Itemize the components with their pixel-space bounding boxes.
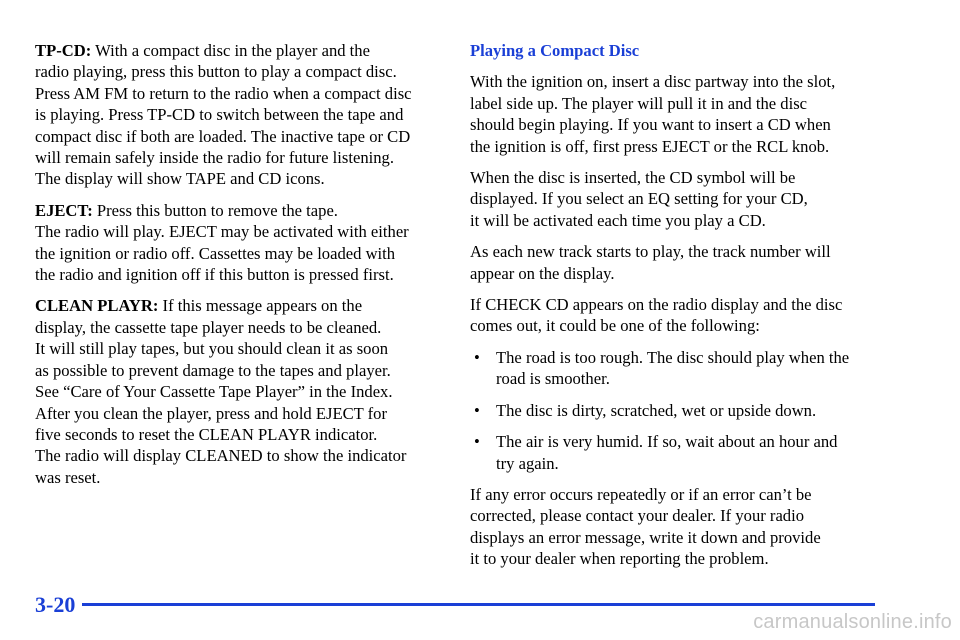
- eject-paragraph: [35, 200, 445, 286]
- tp-cd-paragraph: [35, 40, 445, 190]
- tp-cd-term: TP-CD:: [35, 41, 92, 60]
- list-item: [470, 347, 890, 390]
- bullet-icon: •: [474, 432, 480, 452]
- right-column: [470, 40, 890, 580]
- list-item-text: The disc is dirty, scratched, wet or upside down.: [496, 400, 817, 420]
- bullet-icon: •: [474, 400, 480, 420]
- bullet-icon: •: [474, 347, 480, 367]
- list-item-text: The road is too rough. The disc should play when the road is smoother.: [496, 347, 850, 389]
- error-paragraph: If any error occurs repeatedly or if an error can’t be corrected, please contact your dealer. If your radio displays an error message, write it down and provide it to your dealer when reporting the problem.: [470, 484, 821, 569]
- watermark: carmanualsonline.info: [753, 611, 952, 633]
- track-number-paragraph: As each new track starts to play, the track number will appear on the display.: [470, 242, 831, 283]
- section-heading: Playing a Compact Disc: [470, 41, 640, 60]
- cd-symbol-paragraph: When the disc is inserted, the CD symbol will be displayed. If you select an EQ setting for your CD, it will be activated each time you play a CD.: [470, 168, 808, 230]
- footer-divider: [82, 603, 875, 606]
- tp-cd-text: With a compact disc in the player and the radio playing, press this button to play a compact disc. Press AM FM to return to the radio when a compact disc is playing. Press TP-CD to switch between the tape and compact disc if both are loaded. The inactive tape or CD will remain safely inside the radio for future listening. The display will show TAPE and CD icons.: [35, 41, 412, 189]
- page-number: 3-20: [35, 592, 76, 617]
- check-cd-paragraph: If CHECK CD appears on the radio display and the disc comes out, it could be one of the following:: [470, 295, 843, 336]
- clean-playr-paragraph: [35, 295, 445, 488]
- check-cd-causes-list: [470, 347, 890, 474]
- eject-text: Press this button to remove the tape. The radio will play. EJECT may be activated with either the ignition or radio off. Cassettes may be loaded with the radio and ignition off if this button is pressed first.: [35, 200, 409, 285]
- left-column: [35, 40, 445, 498]
- list-item-text: The air is very humid. If so, wait about an hour and try again.: [496, 432, 838, 473]
- clean-playr-text: If this message appears on the display, the cassette tape player needs to be cleaned. It will still play tapes, but you should clean it as soon as possible to prevent damage to the tapes and player. See “Care of Your Cassette Tape Player” in the Index. After you clean the player, press and hold EJECT for five seconds to reset the CLEAN PLAYR indicator. The radio will display CLEANED to show the indicator was reset.: [35, 296, 407, 487]
- list-item: [470, 431, 890, 474]
- insert-disc-paragraph: With the ignition on, insert a disc partway into the slot, label side up. The player will pull it in and the disc should begin playing. If you want to insert a CD when the ignition is off, first press EJECT or the RCL knob.: [470, 72, 836, 156]
- clean-playr-term: CLEAN PLAYR:: [35, 296, 159, 316]
- eject-term: EJECT:: [35, 200, 93, 220]
- list-item: [470, 400, 890, 421]
